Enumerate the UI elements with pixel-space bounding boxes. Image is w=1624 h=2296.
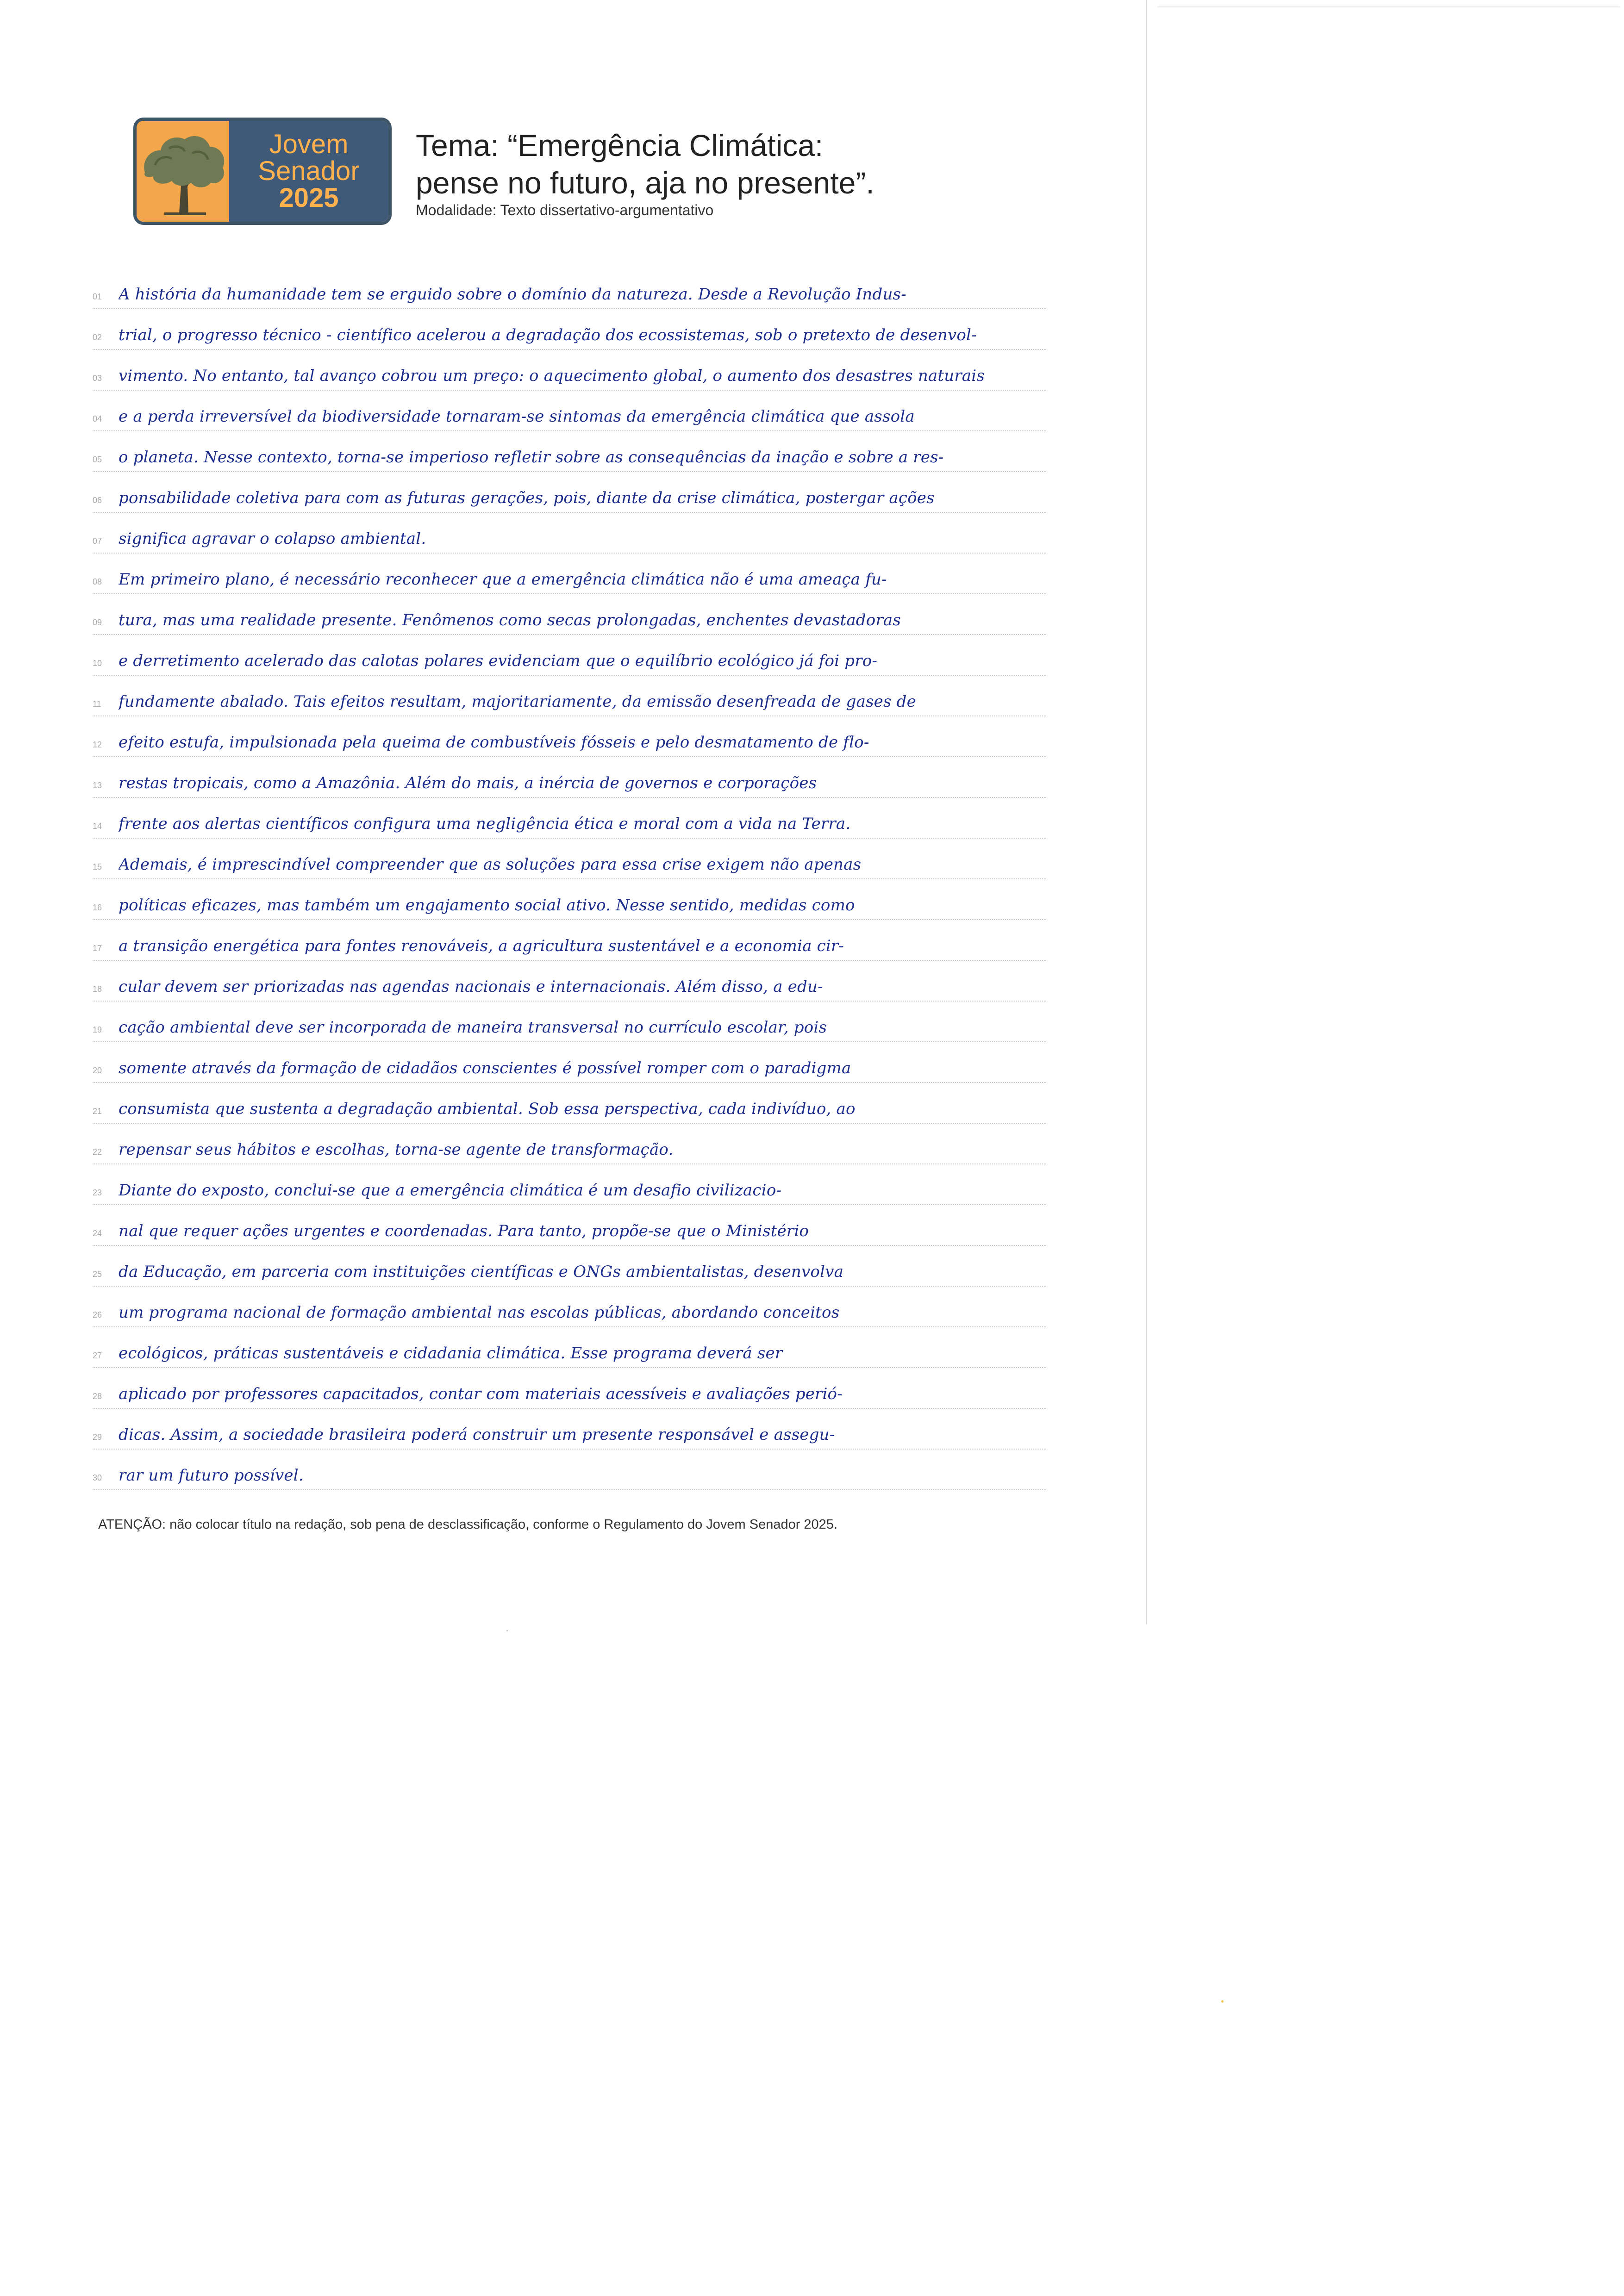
handwritten-line-text: restas tropicais, como a Amazônia. Além do mais, a inércia de governos e corporações [119,774,817,792]
handwritten-line-text: e a perda irreversível da biodiversidade tornaram-se sintomas da emergência climática que assola [119,407,915,426]
essay-line [93,635,1046,676]
essay-line [93,1083,1046,1124]
essay-line [93,431,1046,472]
essay-line [93,879,1046,920]
scan-speck [1221,2000,1224,2003]
essay-line [93,472,1046,513]
handwritten-line-text: dicas. Assim, a sociedade brasileira poderá construir um presente responsável e assegu- [119,1425,835,1444]
line-number: 23 [93,1188,102,1197]
line-number: 03 [93,373,102,383]
essay-line [93,961,1046,1002]
handwritten-line-text: políticas eficazes, mas também um engajamento social ativo. Nesse sentido, medidas como [119,896,855,915]
logo-text-year: 2025 [279,183,339,213]
line-number: 18 [93,984,102,994]
line-number: 22 [93,1147,102,1157]
handwritten-line-text: significa agravar o colapso ambiental. [119,529,426,548]
line-number: 08 [93,577,102,586]
logo-text-jovem: Jovem [269,129,349,159]
attention-notice: ATENÇÃO: não colocar título na redação, sob pena de desclassificação, conforme o Regulamento do Jovem Senador 2025. [98,1517,837,1532]
line-number: 07 [93,536,102,546]
essay-line [93,757,1046,798]
essay-line [93,391,1046,431]
line-number: 15 [93,862,102,871]
line-number: 25 [93,1269,102,1279]
theme-heading [416,127,1110,201]
handwritten-line-text: da Educação, em parceria com instituições científicas e ONGs ambientalistas, desenvolva [119,1263,844,1281]
essay-line [93,839,1046,879]
line-number: 16 [93,903,102,912]
essay-line [93,554,1046,594]
handwritten-line-text: Ademais, é imprescindível compreender que as soluções para essa crise exigem não apenas [119,855,862,874]
line-number: 26 [93,1310,102,1319]
handwritten-line-text: trial, o progresso técnico - científico acelerou a degradação dos ecossistemas, sob o pretexto de desenvol- [119,326,977,344]
line-number: 11 [93,699,101,709]
essay-line [93,1124,1046,1164]
essay-line [93,1042,1046,1083]
essay-body [93,268,1046,1490]
theme-heading-line-1: Tema: “Emergência Climática: [416,128,824,162]
line-number: 24 [93,1229,102,1238]
essay-line [93,676,1046,716]
handwritten-line-text: ponsabilidade coletiva para com as futuras gerações, pois, diante da crise climática, postergar ações [119,489,935,507]
line-number: 20 [93,1066,102,1075]
handwritten-line-text: A história da humanidade tem se erguido sobre o domínio da natureza. Desde a Revolução Indus- [119,285,906,304]
modality-label: Modalidade: Texto dissertativo-argumentativo [416,202,714,218]
handwritten-line-text: Diante do exposto, conclui-se que a emergência climática é um desafio civilizacio- [119,1181,782,1200]
line-number: 14 [93,821,102,831]
essay-line [93,513,1046,554]
essay-line [93,268,1046,309]
line-number: 30 [93,1473,102,1482]
scan-top-edge [1157,6,1620,7]
handwritten-line-text: e derretimento acelerado das calotas polares evidenciam que o equilíbrio ecológico já foi pro- [119,652,878,670]
essay-line [93,594,1046,635]
line-number: 19 [93,1025,102,1034]
essay-line [93,350,1046,391]
handwritten-line-text: Em primeiro plano, é necessário reconhecer que a emergência climática não é uma ameaça fu- [119,570,887,589]
handwritten-line-text: um programa nacional de formação ambiental nas escolas públicas, abordando conceitos [119,1303,840,1322]
line-number: 28 [93,1392,102,1401]
line-number: 13 [93,781,102,790]
logo-text-senador: Senador [258,156,360,186]
theme-heading-line-2: pense no futuro, aja no presente”. [416,165,874,200]
essay-line [93,1450,1046,1490]
essay-line [93,1287,1046,1327]
handwritten-line-text: cular devem ser priorizadas nas agendas nacionais e internacionais. Além disso, a edu- [119,977,823,996]
essay-line [93,1164,1046,1205]
handwritten-line-text: somente através da formação de cidadãos conscientes é possível romper com o paradigma [119,1059,851,1077]
essay-line [93,920,1046,961]
handwritten-line-text: tura, mas uma realidade presente. Fenômenos como secas prolongadas, enchentes devastadoras [119,611,901,629]
handwritten-line-text: repensar seus hábitos e escolhas, torna-se agente de transformação. [119,1140,674,1159]
handwritten-line-text: aplicado por professores capacitados, contar com materiais acessíveis e avaliações perió- [119,1385,843,1403]
line-number: 02 [93,333,102,342]
line-number: 17 [93,944,102,953]
line-number: 09 [93,618,102,627]
essay-line [93,1327,1046,1368]
handwritten-line-text: nal que requer ações urgentes e coordenadas. Para tanto, propõe-se que o Ministério [119,1222,809,1240]
handwritten-line-text: ecológicos, práticas sustentáveis e cidadania climática. Esse programa deverá ser [119,1344,783,1363]
essay-line [93,1246,1046,1287]
handwritten-line-text: rar um futuro possível. [119,1466,304,1485]
line-number: 12 [93,740,102,749]
tree-icon-graphic [137,121,229,222]
line-number: 06 [93,496,102,505]
essay-line [93,1368,1046,1409]
handwritten-line-text: frente aos alertas científicos configura uma negligência ética e moral com a vida na Terra. [119,815,851,833]
essay-line [93,798,1046,839]
handwritten-line-text: o planeta. Nesse contexto, torna-se imperioso refletir sobre as consequências da inação e sobre a res- [119,448,944,467]
line-number: 29 [93,1432,102,1442]
jovem-senador-logo [133,118,392,225]
line-number: 05 [93,455,102,464]
line-number: 21 [93,1107,102,1116]
handwritten-line-text: vimento. No entanto, tal avanço cobrou um preço: o aquecimento global, o aumento dos desastres naturais [119,367,985,385]
essay-line [93,1409,1046,1450]
handwritten-line-text: efeito estufa, impulsionada pela queima de combustíveis fósseis e pelo desmatamento de flo- [119,733,869,752]
handwritten-line-text: consumista que sustenta a degradação ambiental. Sob essa perspectiva, cada indivíduo, ao [119,1100,856,1118]
essay-line [93,1002,1046,1042]
handwritten-line-text: a transição energética para fontes renováveis, a agricultura sustentável e a economia cir- [119,937,844,955]
line-number: 10 [93,659,102,668]
line-number: 01 [93,292,102,301]
essay-line [93,716,1046,757]
logo-wordmark [229,121,388,222]
handwritten-line-text: cação ambiental deve ser incorporada de maneira transversal no currículo escolar, pois [119,1018,827,1037]
essay-line [93,1205,1046,1246]
essay-line [93,309,1046,350]
tree-icon [137,121,229,222]
line-number: 27 [93,1351,102,1360]
handwritten-line-text: fundamente abalado. Tais efeitos resultam, majoritariamente, da emissão desenfreada de gases de [119,692,916,711]
scan-speck [506,1630,508,1631]
line-number: 04 [93,414,102,423]
